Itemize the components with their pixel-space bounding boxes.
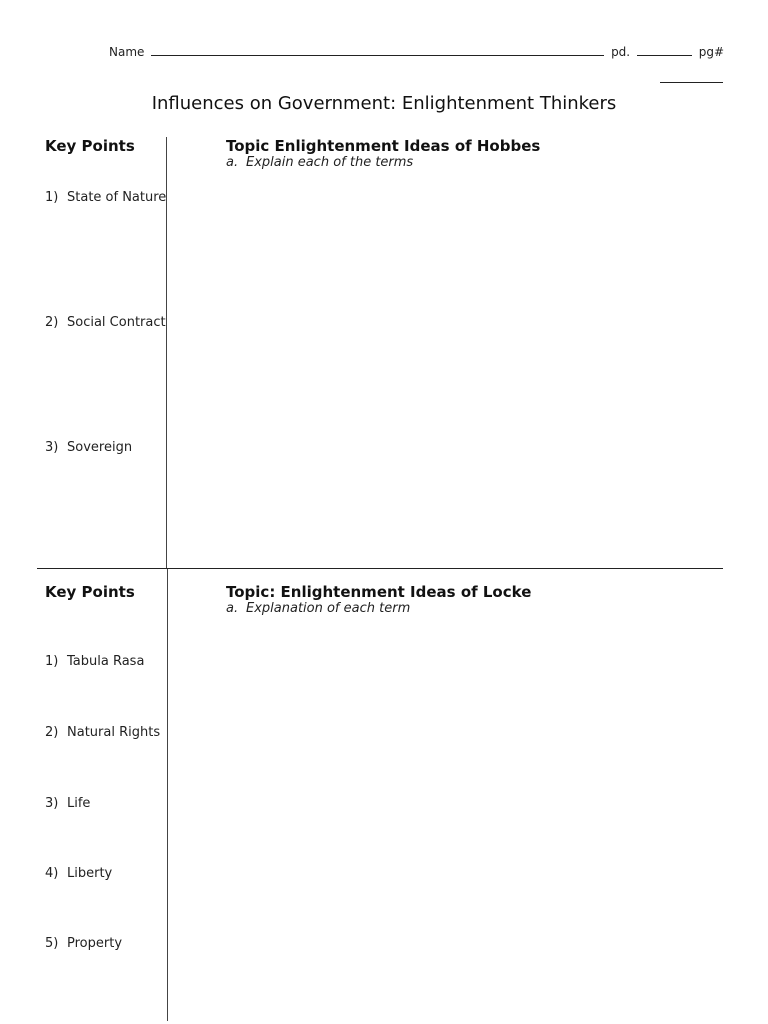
section2-key-points-heading: Key Points <box>45 583 135 601</box>
name-line <box>109 45 724 59</box>
section2-instruction <box>226 601 410 616</box>
item-label: State of Nature <box>67 190 167 205</box>
section2-instruction-marker: a. <box>226 601 239 616</box>
section2-column-divider <box>167 569 168 1021</box>
section2-instruction-text: Explanation of each term <box>246 601 411 616</box>
item-label: Property <box>67 936 123 951</box>
list-item <box>45 796 90 811</box>
page-title: Influences on Government: Enlightenment Thinkers <box>151 93 617 114</box>
section1-key-points-heading: Key Points <box>45 137 135 155</box>
item-label: Natural Rights <box>67 725 161 740</box>
pg-blank[interactable] <box>660 82 723 83</box>
list-item <box>45 190 166 205</box>
item-label: Social Contract <box>67 315 166 330</box>
section2-topic-heading: Topic: Enlightenment Ideas of Locke <box>226 583 532 601</box>
section-divider <box>37 568 723 569</box>
item-number: 3) <box>45 440 59 455</box>
item-label: Tabula Rasa <box>67 654 145 669</box>
item-label: Sovereign <box>67 440 133 455</box>
pd-label: pd. <box>611 45 631 59</box>
list-item <box>45 654 144 669</box>
item-number: 1) <box>45 654 59 669</box>
pd-blank[interactable] <box>637 45 692 56</box>
list-item <box>45 866 112 881</box>
list-item <box>45 440 132 455</box>
item-number: 2) <box>45 315 59 330</box>
item-number: 3) <box>45 796 59 811</box>
section1-instruction <box>226 155 413 170</box>
pg-label: pg# <box>698 45 725 59</box>
section1-instruction-marker: a. <box>226 155 239 170</box>
list-item <box>45 936 122 951</box>
item-number: 2) <box>45 725 59 740</box>
item-number: 4) <box>45 866 59 881</box>
section1-topic-heading: Topic Enlightenment Ideas of Hobbes <box>226 137 541 155</box>
item-label: Liberty <box>67 866 113 881</box>
name-blank[interactable] <box>151 45 604 56</box>
item-label: Life <box>67 796 91 811</box>
list-item <box>45 315 166 330</box>
list-item <box>45 725 160 740</box>
section1-instruction-text: Explain each of the terms <box>246 155 414 170</box>
name-label: Name <box>109 45 145 59</box>
section1-column-divider <box>166 137 167 569</box>
item-number: 1) <box>45 190 59 205</box>
item-number: 5) <box>45 936 59 951</box>
